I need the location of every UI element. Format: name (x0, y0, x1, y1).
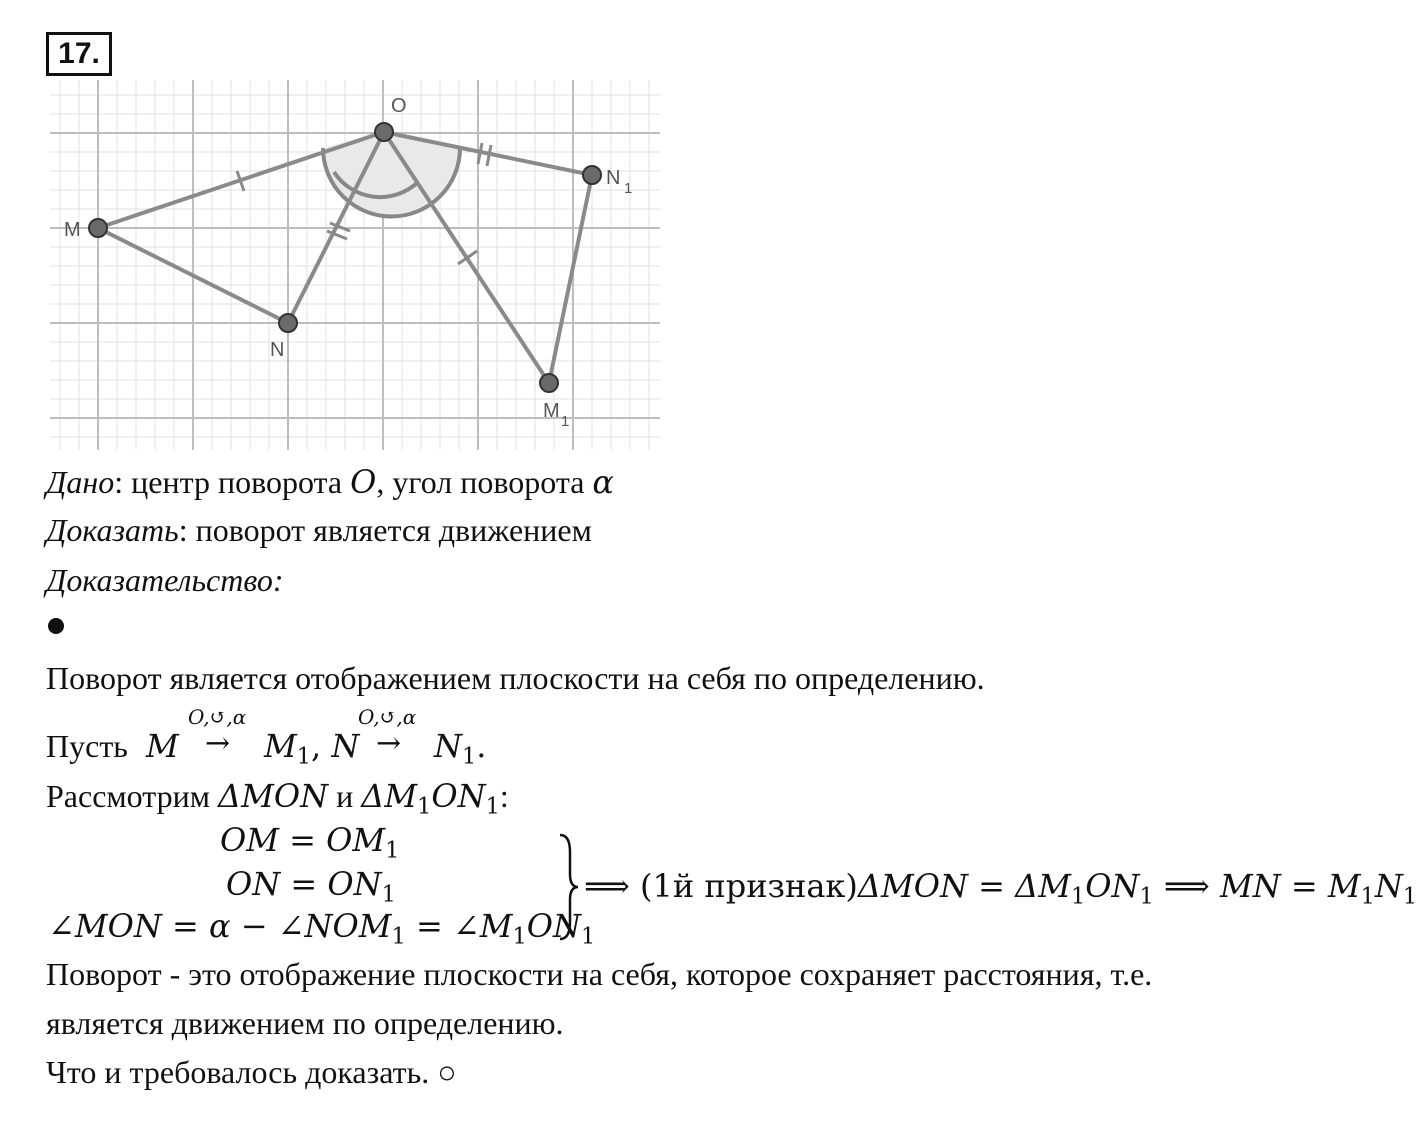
point-n (279, 314, 297, 332)
label-m1: M (543, 400, 560, 422)
equality-on: ON = $ON_1$ (226, 865, 396, 908)
point-n1 (583, 166, 601, 184)
equality-om: OM = $OM_1$ (220, 821, 400, 864)
proof-line-2-m: M (146, 727, 179, 765)
bullet-marker (48, 618, 64, 634)
prove-text: : поворот является движением (178, 512, 592, 548)
given-angle: α (592, 463, 615, 501)
system-brace (556, 832, 582, 942)
given-mid: , угол поворота (376, 464, 593, 500)
proof-line-2-m1: $M_1$, N (264, 727, 360, 770)
label-o: O (391, 95, 407, 117)
grid (50, 80, 660, 450)
problem-number: 17. (46, 32, 112, 76)
label-n: N (270, 339, 285, 361)
point-m (89, 219, 107, 237)
segment-n1m1 (549, 175, 592, 383)
proof-line-3: Рассмотрим ΔMON и $\Delta M_1ON_1$: (46, 777, 509, 820)
tick-on1-2 (487, 145, 491, 166)
proof-line-2-prefix: Пусть (46, 728, 128, 764)
proof-line-5: является движением по определению. (46, 1005, 564, 1041)
given-text: : центр поворота (114, 464, 351, 500)
proof-line-1: Поворот является отображением плоскости на себя по определению. (46, 660, 985, 696)
proof-line-2-n1: $N_1$. (434, 727, 487, 770)
given-center: O (350, 463, 377, 501)
given-label: Дано (46, 464, 115, 500)
major-grid (50, 80, 660, 450)
proof-label: Доказательство: (46, 562, 284, 598)
prove-line (46, 510, 592, 550)
prove-label: Доказать (46, 512, 179, 548)
label-m1-sub: 1 (561, 413, 570, 430)
label-n1-sub: 1 (624, 180, 633, 197)
point-m1 (540, 374, 558, 392)
arrow-1: → (205, 726, 231, 761)
conclusion: ⟹ (1й признак)ΔMON = $\Delta M_1ON_1$ ⟹ MN = $M_1N_1$ (584, 867, 1417, 910)
label-n1: N (606, 167, 621, 189)
overset-rotation-2: O,↺,α (358, 705, 417, 729)
overset-rotation-1: O,↺,α (188, 705, 247, 729)
proof-line-4: Поворот - это отображение плоскости на себя, которое сохраняет расстояния, т.е. (46, 956, 1153, 992)
label-m: M (64, 219, 81, 241)
rotation-figure (40, 80, 670, 455)
equality-angle: ∠MON = $\alpha - \angle NOM_1$ = $\angle M_1ON_1$ (48, 907, 596, 950)
point-o (375, 123, 393, 141)
proof-line-6: Что и требовалось доказать. ○ (46, 1054, 457, 1090)
arrow-2: → (376, 726, 402, 761)
given-line (46, 462, 614, 502)
